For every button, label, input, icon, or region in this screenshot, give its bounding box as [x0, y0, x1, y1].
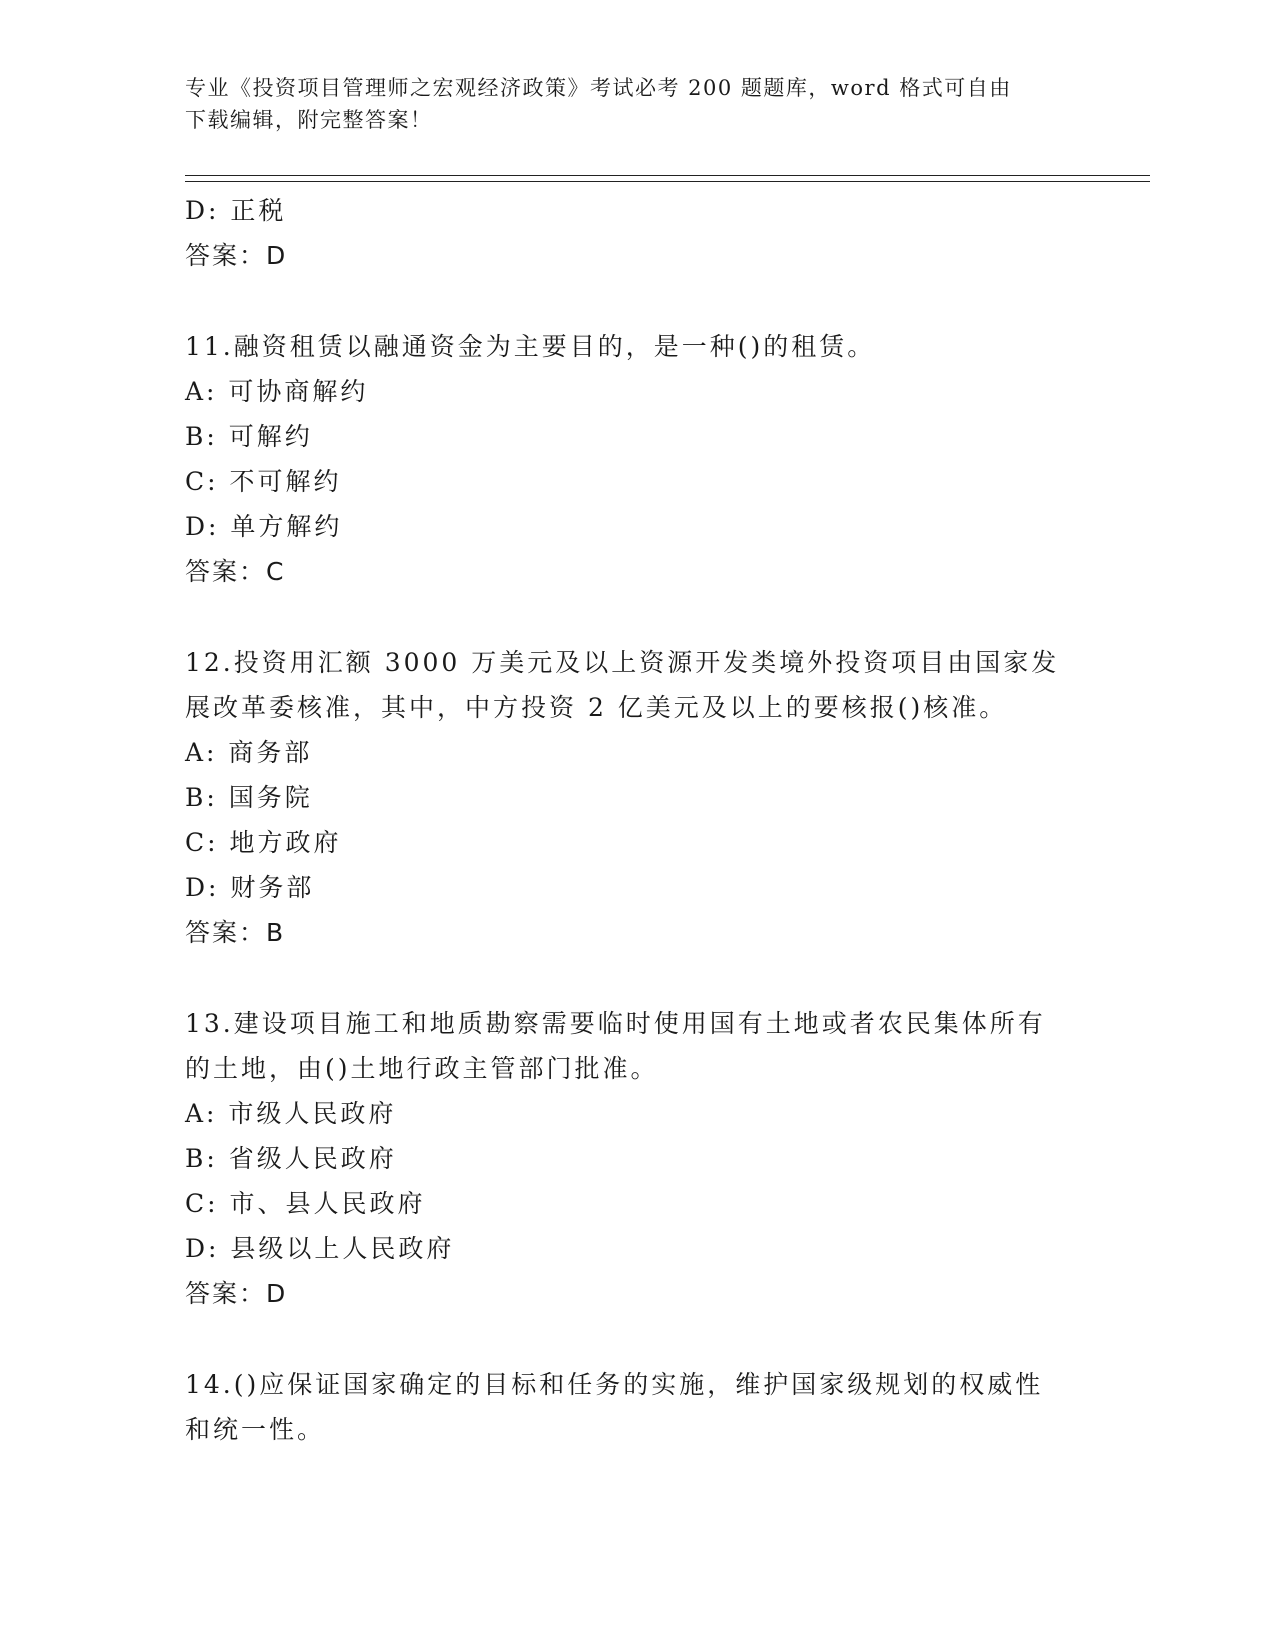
option-c: C: 市、县人民政府: [185, 1189, 426, 1218]
option-d: D: 正税: [185, 196, 287, 225]
question-stem: 13.建设项目施工和地质勘察需要临时使用国有土地或者农民集体所有: [185, 1009, 1046, 1038]
question-stem-continued: 的土地，由()土地行政主管部门批准。: [185, 1054, 659, 1083]
question-13: [185, 1001, 1105, 1316]
document-header: [185, 72, 1065, 136]
question-stem-continued: 展改革委核准，其中，中方投资 2 亿美元及以上的要核报()核准。: [185, 693, 1008, 722]
header-line-2: 下载编辑，附完整答案！: [185, 108, 433, 132]
question-14: [185, 1362, 1105, 1452]
option-d: D: 财务部: [185, 873, 315, 902]
answer-line: 答案：C: [185, 557, 286, 586]
option-b: B: 国务院: [185, 783, 313, 812]
answer-line: 答案：B: [185, 918, 286, 947]
question-stem: 12.投资用汇额 3000 万美元及以上资源开发类境外投资项目由国家发: [185, 648, 1060, 677]
option-c: C: 不可解约: [185, 467, 342, 496]
header-rule-top: [185, 175, 1150, 176]
option-b: B: 省级人民政府: [185, 1144, 397, 1173]
option-a: A: 可协商解约: [185, 377, 369, 406]
option-b: B: 可解约: [185, 422, 313, 451]
question-stem: 14.()应保证国家确定的目标和任务的实施，维护国家级规划的权威性: [185, 1370, 1044, 1399]
answer-line: 答案：D: [185, 241, 288, 270]
question-list: [185, 188, 1105, 1452]
header-rule-bottom: [185, 181, 1150, 182]
answer-line: 答案：D: [185, 1279, 288, 1308]
header-line-1: 专业《投资项目管理师之宏观经济政策》考试必考 200 题题库，word 格式可自由: [185, 76, 1012, 100]
option-d: D: 单方解约: [185, 512, 343, 541]
option-c: C: 地方政府: [185, 828, 342, 857]
question-stem: 11.融资租赁以融通资金为主要目的，是一种()的租赁。: [185, 332, 876, 361]
option-d: D: 县级以上人民政府: [185, 1234, 455, 1263]
option-a: A: 市级人民政府: [185, 1099, 397, 1128]
question-11: [185, 324, 1105, 594]
option-a: A: 商务部: [185, 738, 313, 767]
question-12: [185, 640, 1105, 955]
question-stem-continued: 和统一性。: [185, 1415, 326, 1444]
